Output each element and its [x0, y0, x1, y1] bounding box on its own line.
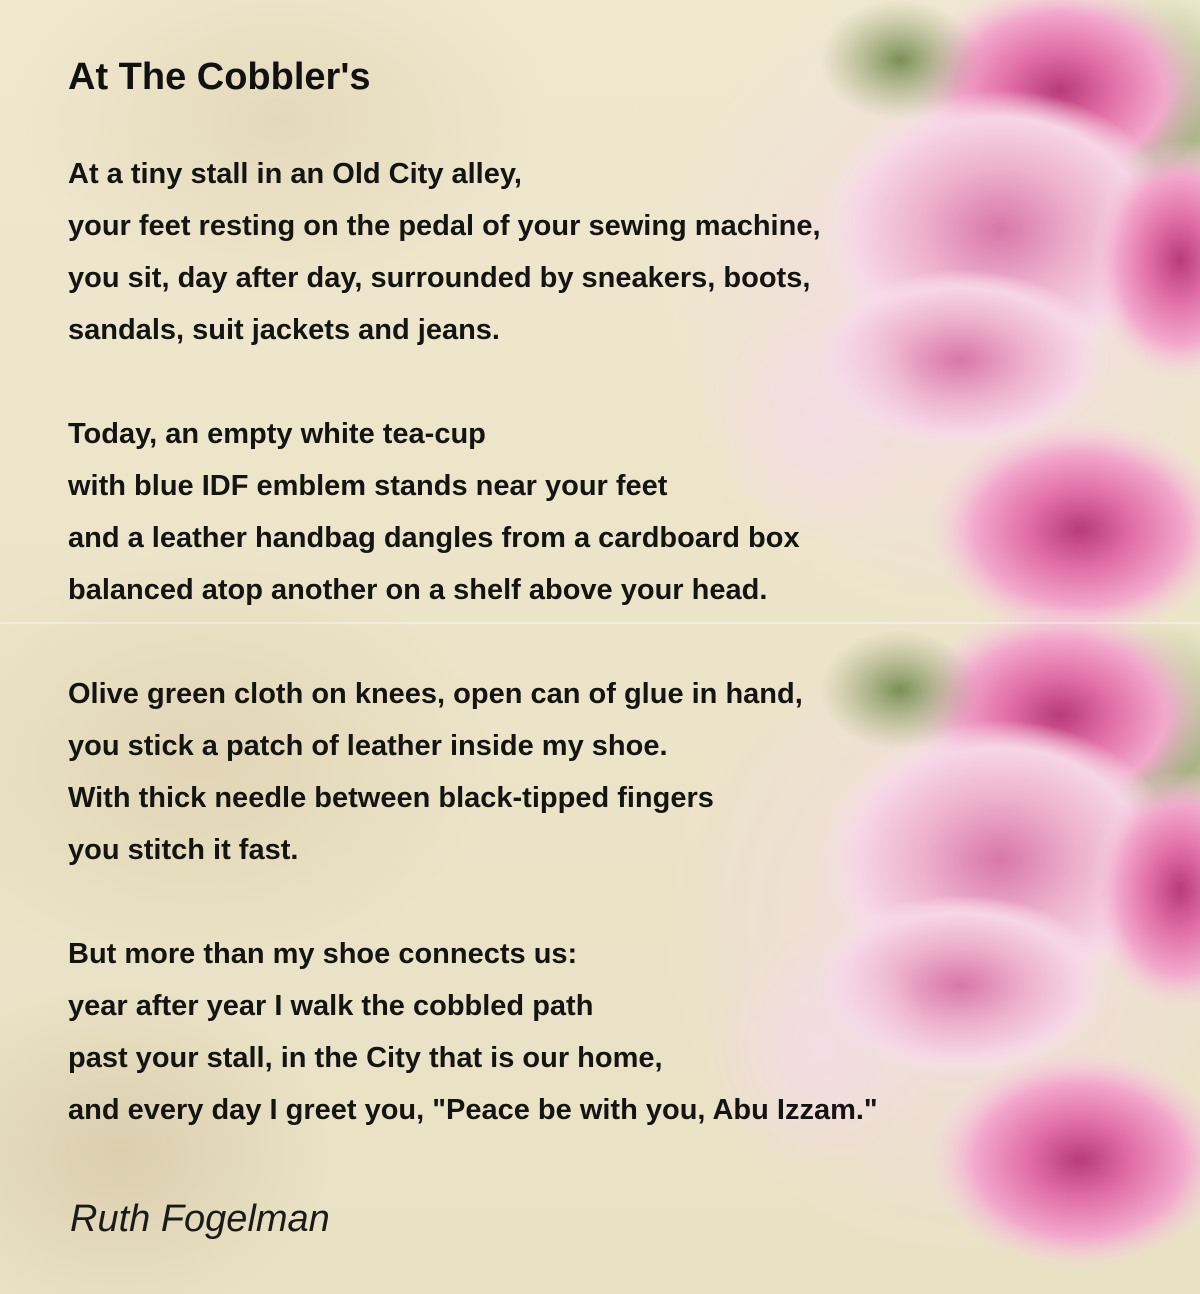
poem-line: Today, an empty white tea-cup	[68, 418, 486, 450]
poem-line: balanced atop another on a shelf above your head.	[68, 574, 768, 606]
poem-line: you stitch it fast.	[68, 834, 299, 866]
poem-line: and a leather handbag dangles from a cardboard box	[68, 522, 800, 554]
stanza-3	[68, 668, 803, 876]
poem-line: With thick needle between black-tipped fingers	[68, 782, 714, 814]
poem-line: you sit, day after day, surrounded by sneakers, boots,	[68, 262, 811, 294]
poem-line: your feet resting on the pedal of your sewing machine,	[68, 210, 821, 242]
poem-line: and every day I greet you, "Peace be with you, Abu Izzam."	[68, 1094, 878, 1126]
poem-line: Olive green cloth on knees, open can of glue in hand,	[68, 678, 803, 710]
poem-line: sandals, suit jackets and jeans.	[68, 314, 500, 346]
poem-line: But more than my shoe connects us:	[68, 938, 578, 970]
poem-title: At The Cobbler's	[68, 56, 371, 98]
image-seam	[0, 622, 1200, 624]
stanza-2	[68, 408, 800, 616]
poem-line: At a tiny stall in an Old City alley,	[68, 158, 522, 190]
stanza-1	[68, 148, 821, 356]
poem-author: Ruth Fogelman	[70, 1198, 330, 1240]
poem-line: past your stall, in the City that is our home,	[68, 1042, 663, 1074]
poem-line: year after year I walk the cobbled path	[68, 990, 594, 1022]
poem-line: with blue IDF emblem stands near your feet	[68, 470, 668, 502]
stanza-4	[68, 928, 878, 1136]
poem-line: you stick a patch of leather inside my shoe.	[68, 730, 668, 762]
